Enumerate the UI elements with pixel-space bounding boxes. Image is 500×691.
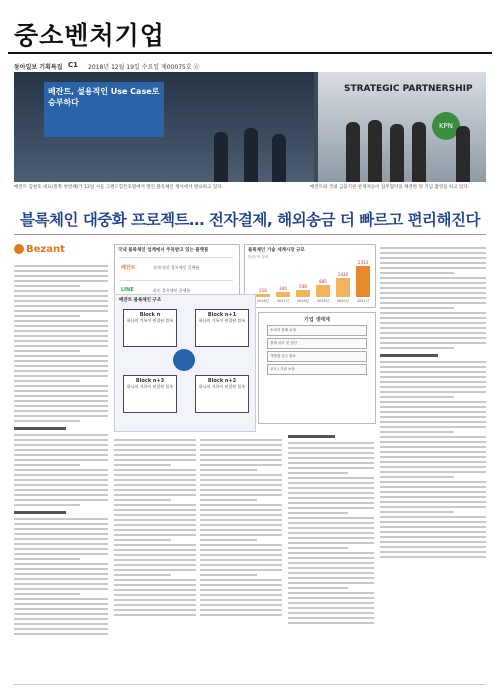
attendee-figure <box>368 120 382 182</box>
chart-subtitle: 단위: 억 달러 <box>248 255 269 259</box>
block-label: Block n+3 <box>135 378 165 384</box>
flow-step: 가맹점 입금 완료 <box>267 351 367 362</box>
chart-bar <box>276 292 290 297</box>
flow-step: 교사 / 기관 보상 <box>267 364 367 375</box>
chart-data-label: 210 <box>259 288 267 294</box>
body-subhead <box>14 511 66 514</box>
block-label: Block n+2 <box>207 378 237 384</box>
body-column-1 <box>14 262 108 682</box>
body-column-2 <box>114 436 196 680</box>
chart-category-label: 2021년 <box>356 299 370 303</box>
block-n <box>123 309 177 347</box>
flow-step: 결제 처리 및 정산 <box>267 338 367 349</box>
flow-step: 소비자 결제 요청 <box>267 325 367 336</box>
body-subhead <box>14 427 66 430</box>
ecosystem-flow <box>258 312 376 424</box>
chart-data-label: 1430 <box>337 271 349 277</box>
block-n-plus-1 <box>195 309 249 347</box>
page-footer-rule <box>14 684 486 685</box>
chart-category-label: 2016년 <box>256 299 270 303</box>
chart-data-label: 548 <box>299 283 307 289</box>
page-number: C1 <box>68 61 79 69</box>
market-size-chart <box>244 244 376 308</box>
speaker-figure <box>272 134 286 182</box>
chart-bar <box>356 266 370 297</box>
headline-divider <box>14 234 486 235</box>
chart-bar <box>316 285 330 297</box>
strategic-partnership-sign: STRATEGIC PARTNERSHIP <box>344 84 473 94</box>
chart-bar <box>296 290 310 297</box>
chart-bar <box>256 294 270 297</box>
kpn-logo: KPN <box>432 112 460 140</box>
chart-plot-area <box>245 245 375 307</box>
body-column-4 <box>380 244 486 680</box>
body-column-2b <box>200 436 282 680</box>
block-text: 하나의 기록이 연결된 블록 <box>126 318 174 323</box>
block-label: Block n <box>139 312 161 318</box>
bezant-logo-icon <box>14 244 24 254</box>
chart-category-label: 2019년 <box>316 299 330 303</box>
chart-title: 블록체인 기술 세계시장 규모 <box>248 248 305 253</box>
chart-data-label: 340 <box>279 286 287 292</box>
speaker-figure <box>244 128 258 182</box>
chart-bar <box>336 278 350 297</box>
chart-category-label: 2020년 <box>336 299 350 303</box>
body-column-3 <box>288 430 374 680</box>
issue-date: 2018년 12월 19일 수요일 제00075호 ⓓ <box>88 64 200 71</box>
masthead-rule <box>8 52 492 54</box>
block-n-plus-3 <box>123 375 177 413</box>
photo-caption-left: 베잔트 김현호 대표(왼쪽 첫번째)가 12일 서울 그랜드힐튼호텔에서 열린 블록체인 행사에서 발표하고 있다. <box>14 185 223 190</box>
body-subhead <box>288 435 335 438</box>
block-n-plus-2 <box>195 375 249 413</box>
section-title: 중소벤처기업 <box>14 21 165 50</box>
attendee-figure <box>456 126 470 182</box>
masthead <box>8 8 492 60</box>
photo-caption-right: 베잔트와 국내 금융기관 관계자들이 업무협약을 체결한 뒤 기념 촬영을 하고 있다. <box>310 185 470 190</box>
hero-photo <box>14 72 486 182</box>
chart-data-label: 885 <box>319 278 327 284</box>
block-label: Block n+1 <box>207 312 237 318</box>
block-text: 하나의 기록이 연결된 블록 <box>198 384 246 389</box>
table-row-detail: 라인 블록체인 플랫폼 <box>153 288 191 293</box>
table-row-detail: 결제·정산 블록체인 플랫폼 <box>153 265 200 270</box>
edition-line <box>8 60 492 72</box>
hub-icon <box>173 349 195 371</box>
table-row-name: 베잔트 <box>121 265 136 271</box>
chart-category-label: 2018년 <box>296 299 310 303</box>
body-subhead <box>380 354 438 357</box>
block-text: 하나의 기록이 연결된 블록 <box>198 318 246 323</box>
platform-table-caption: 국내 블록체인 업계에서 주목받고 있는 플랫폼 <box>118 248 209 253</box>
flow-title: 기업 생태계 <box>304 317 330 323</box>
main-headline: 블록체인 대중화 프로젝트… 전자결제, 해외송금 더 빠르고 편리해진다 <box>20 211 480 229</box>
diagram-title: 베잔트 블록체인 구조 <box>119 298 162 303</box>
bezant-logo-text: Bezant <box>26 244 65 255</box>
attendee-figure <box>346 122 360 182</box>
attendee-figure <box>390 124 404 182</box>
section-label: 동아일보 기획특집 <box>14 64 63 71</box>
chart-category-label: 2017년 <box>276 299 290 303</box>
speaker-figure <box>214 132 228 182</box>
stage-banner: 베잔트, 설용적인 Use Case로 승부하다 <box>44 82 164 137</box>
bezant-logo <box>14 244 65 255</box>
blockchain-diagram <box>114 294 256 432</box>
table-row-name: LINE <box>121 287 134 293</box>
table-row <box>119 257 233 280</box>
attendee-figure <box>412 122 426 182</box>
chart-data-label: 2313 <box>357 259 369 265</box>
block-text: 하나의 기록이 연결된 블록 <box>126 384 174 389</box>
